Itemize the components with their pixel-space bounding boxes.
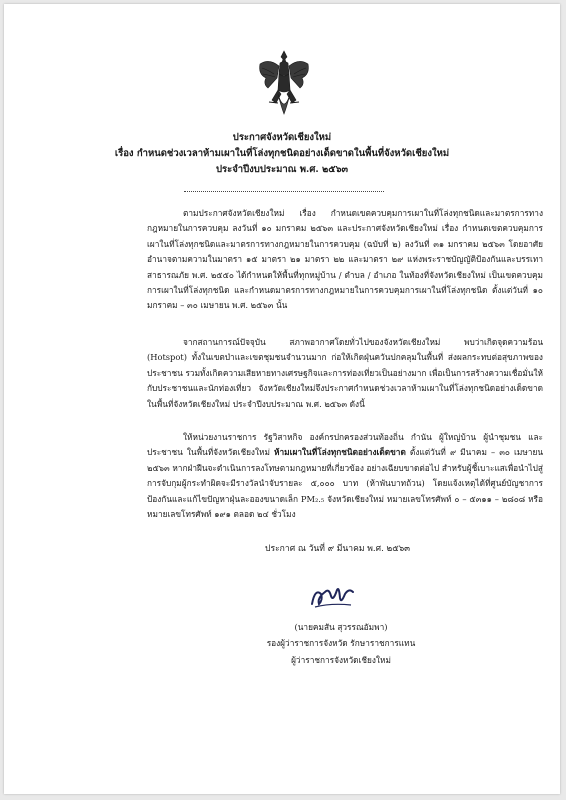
order-text-a: ให้หน่วยงานราชการ รัฐวิสาหกิจ องค์กรปกครองส่วนท้องถิ่น กำนัน ผู้ใหญ่บ้าน ผู้นำชุมชน และประชาชน ในพื้นที่จังหวัดเชียงใหม่ (147, 432, 543, 458)
announcement-subject: เรื่อง กำหนดช่วงเวลาห้ามเผาในที่โล่งทุกชนิดอย่างเด็ดขาดในพื้นที่จังหวัดเชียงใหม่ (114, 148, 450, 159)
announcement-date: ประกาศ ณ วันที่ ๙ มีนาคม พ.ศ. ๒๕๖๓ (265, 544, 411, 554)
paragraph-order (147, 430, 543, 522)
handwritten-signature (309, 580, 355, 612)
paragraph-background: ตามประกาศจังหวัดเชียงใหม่ เรื่อง กำหนดเขตควบคุมการเผาในที่โล่งทุกชนิดและมาตรการทางกฎหมายในการควบคุม ลงวันที่ ๑๐ มกราคม ๒๕๖๓ และประกาศจังหวัดเชียงใหม่ เรื่อง กำหนดเขตควบคุมการเผาในที่โล่งทุกชนิดและมาตรการทางกฎหมายในการควบคุม (ฉบับที่ ๒) ลงวันที่ ๓๑ มกราคม ๒๕๖๓ โดยอาศัยอำนาจตามความในมาตรา ๑๕ มาตรา ๒๑ มาตรา ๒๒ และมาตรา ๒๙ แห่งพระราชบัญญัติป้องกันและบรรเทาสาธารณภัย พ.ศ. ๒๕๕๐ ได้กำหนดให้พื้นที่ทุกหมู่บ้าน / ตำบล / อำเภอ ในท้องที่จังหวัดเชียงใหม่ เป็นเขตควบคุมการเผาในที่โล่งทุกชนิด และกำหนดมาตรการทางกฎหมายในการควบคุมการเผาในที่โล่งทุกชนิด ตั้งแต่วันที่ ๑๐ มกราคม – ๓๐ เมษายน พ.ศ. ๒๕๖๓ นั้น (147, 208, 543, 311)
signatory-name: (นายคมสัน สุวรรณอัมพา) (294, 622, 388, 632)
order-text-b: ตั้งแต่วันที่ ๙ มีนาคม – ๓๐ เมษายน ๒๕๖๓ หากฝ่าฝืนจะดำเนินการลงโทษตามกฎหมายที่เกี่ยวข้อง อย่างเฉียบขาดต่อไป สำหรับผู้ชี้เบาะแสเพื่อนำไปสู่การจับกุมผู้กระทำผิดจะมีรางวัลนำจับรายละ ๕,๐๐๐ บาท (ห้าพันบาทถ้วน) โดยแจ้งเหตุได้ที่ศูนย์บัญชาการป้องกันและแก้ไขปัญหาฝุ่นละอองขนาดเล็ก PM₂.₅ จังหวัดเชียงใหม่ หมายเลขโทรศัพท์ ๐ – ๕๓๑๑ – ๒๘๐๘ หรือหมายเลขโทรศัพท์ ๑๙๑ ตลอด ๒๔ ชั่วโมง (147, 447, 543, 520)
paragraph-situation: จากสถานการณ์ปัจจุบัน สภาพอากาศโดยทั่วไปของจังหวัดเชียงใหม่ พบว่าเกิดจุดความร้อน (Hotspot) ทั้งในเขตป่าและเขตชุมชนจำนวนมาก ก่อให้เกิดฝุ่นควันปกคลุมในพื้นที่ ส่งผลกระทบต่อสุขภาพของประชาชน รวมทั้งเกิดความเสียหายทางเศรษฐกิจและการท่องเที่ยวเป็นอย่างมาก เพื่อเป็นการสร้างความเชื่อมั่นให้กับประชาชนและนักท่องเที่ยว จังหวัดเชียงใหม่จึงประกาศกำหนดช่วงเวลาห้ามเผาในที่โล่งทุกชนิดอย่างเด็ดขาดในพื้นที่จังหวัดเชียงใหม่ ประจำปีงบประมาณ พ.ศ. ๒๕๖๓ ดังนี้ (147, 337, 543, 409)
garuda-emblem (254, 48, 314, 118)
announcement-title: ประกาศจังหวัดเชียงใหม่ (232, 132, 332, 143)
burning-ban-emphasis: ห้ามเผาในที่โล่งทุกชนิดอย่างเด็ดขาด (274, 447, 406, 458)
document-page (4, 4, 560, 794)
announcement-period: ประจำปีงบประมาณ พ.ศ. ๒๕๖๓ (216, 164, 348, 175)
signatory-title: รองผู้ว่าราชการจังหวัด รักษาราชการแทน (266, 638, 416, 648)
signatory-title-2: ผู้ว่าราชการจังหวัดเชียงใหม่ (291, 655, 391, 665)
dotted-divider (184, 191, 384, 192)
